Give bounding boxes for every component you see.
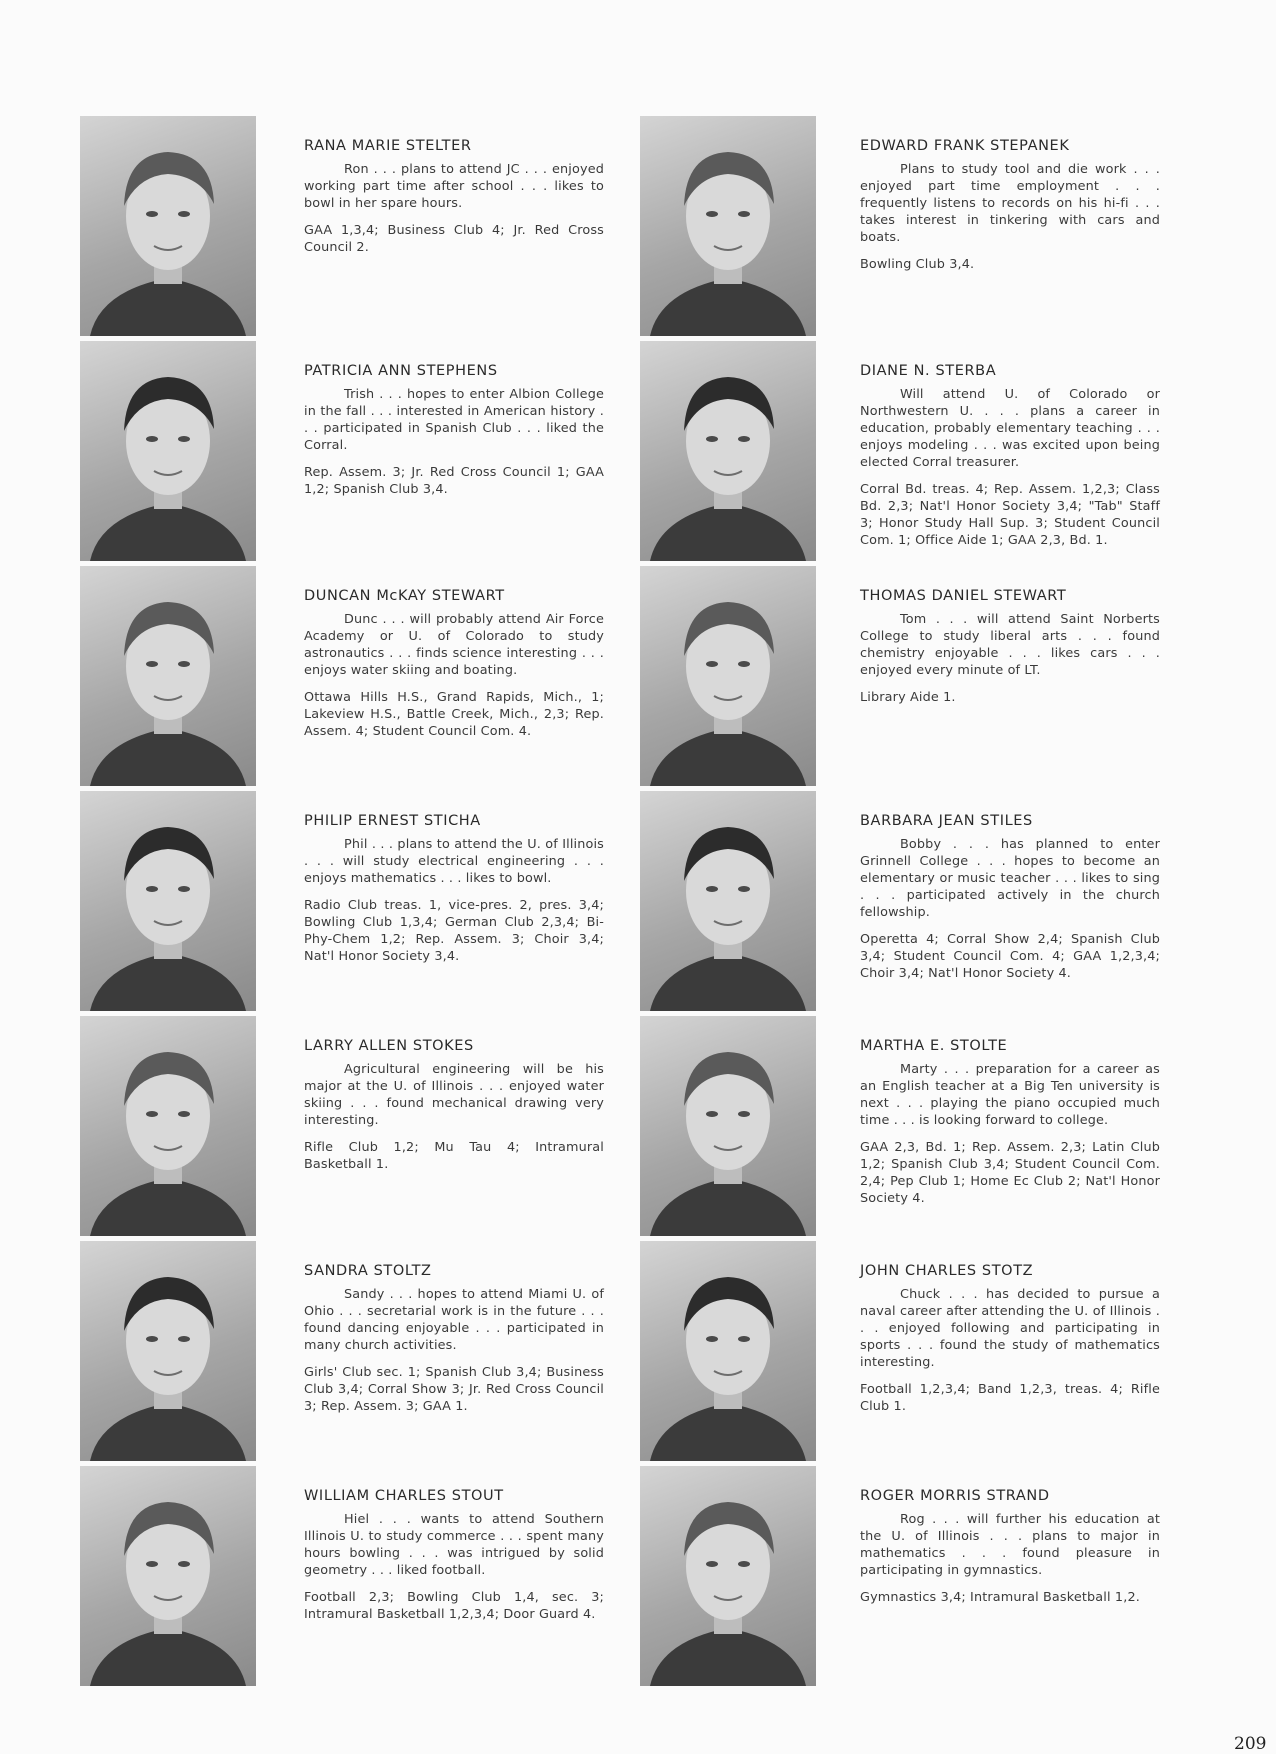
student-description: Agricultural engineering will be his major at the U. of Illinois . . . enjoyed water skiing . . . found mechanical drawing very interesting. [304, 1062, 604, 1128]
student-portrait [640, 1016, 816, 1236]
student-bio [304, 363, 604, 498]
student-portrait [640, 1466, 816, 1686]
student-portrait [80, 791, 256, 1011]
student-description: Dunc . . . will probably attend Air Force Academy or U. of Colorado to study astronautics . . . finds science interesting . . . enjoys water skiing and boating. [304, 612, 604, 678]
student-bio [304, 813, 604, 965]
student-bio [860, 1488, 1160, 1606]
student-name: THOMAS DANIEL STEWART [860, 588, 1067, 604]
student-description: Rog . . . will further his education at the U. of Illinois . . . plans to major in mathematics . . . found pleasure in participating in gymnastics. [860, 1512, 1160, 1578]
student-activities: Corral Bd. treas. 4; Rep. Assem. 1,2,3; Class Bd. 2,3; Nat'l Honor Society 3,4; "Tab" Staff 3; Honor Study Hall Sup. 3; Student Council Com. 1; Office Aide 1; GAA 2,3, Bd. 1. [860, 482, 1160, 548]
student-name: BARBARA JEAN STILES [860, 813, 1033, 829]
student-activities: Radio Club treas. 1, vice-pres. 2, pres. 3,4; Bowling Club 1,3,4; German Club 2,3,4; Bi-Phy-Chem 1,2; Rep. Assem. 3; Choir 3,4; Nat'l Honor Society 3,4. [304, 898, 604, 964]
student-description: Chuck . . . has decided to pursue a naval career after attending the U. of Illinois . . . enjoyed following and participating in sports . . . found the study of mathematics interesting. [860, 1287, 1160, 1370]
student-description: Sandy . . . hopes to attend Miami U. of Ohio . . . secretarial work is in the future . . . found dancing enjoyable . . . participated in many church activities. [304, 1287, 604, 1353]
student-activities: Girls' Club sec. 1; Spanish Club 3,4; Business Club 3,4; Corral Show 3; Jr. Red Cross Council 3; Rep. Assem. 3; GAA 1. [304, 1365, 604, 1414]
student-portrait [80, 566, 256, 786]
student-description: Marty . . . preparation for a career as an English teacher at a Big Ten university is next . . . playing the piano occupied much time . . . is looking forward to college. [860, 1062, 1160, 1128]
student-bio [860, 1038, 1160, 1207]
student-activities: Bowling Club 3,4. [860, 257, 975, 272]
student-activities: Football 2,3; Bowling Club 1,4, sec. 3; Intramural Basketball 1,2,3,4; Door Guard 4. [304, 1590, 604, 1622]
student-description: Will attend U. of Colorado or Northwestern U. . . . plans a career in education, probably elementary teaching . . . enjoys modeling . . . was excited upon being elected Corral treasurer. [860, 387, 1160, 470]
student-activities: Operetta 4; Corral Show 2,4; Spanish Club 3,4; Student Council Com. 4; GAA 1,2,3,4; Choir 3,4; Nat'l Honor Society 4. [860, 932, 1160, 981]
student-activities: Rep. Assem. 3; Jr. Red Cross Council 1; GAA 1,2; Spanish Club 3,4. [304, 465, 604, 497]
student-bio [304, 138, 604, 256]
student-portrait [80, 341, 256, 561]
student-name: LARRY ALLEN STOKES [304, 1038, 474, 1054]
student-portrait [80, 1241, 256, 1461]
student-description: Phil . . . plans to attend the U. of Illinois . . . will study electrical engineering . . . enjoys mathematics . . . likes to bowl. [304, 837, 604, 886]
student-name: SANDRA STOLTZ [304, 1263, 432, 1279]
student-portrait [640, 566, 816, 786]
student-description: Trish . . . hopes to enter Albion College in the fall . . . interested in American history . . . participated in Spanish Club . . . liked the Corral. [304, 387, 604, 453]
student-activities: Library Aide 1. [860, 690, 956, 705]
student-description: Hiel . . . wants to attend Southern Illinois U. to study commerce . . . spent many hours bowling . . . was intrigued by solid geometry . . . liked football. [304, 1512, 604, 1578]
student-activities: Gymnastics 3,4; Intramural Basketball 1,2. [860, 1590, 1140, 1605]
student-portrait [80, 1016, 256, 1236]
student-name: ROGER MORRIS STRAND [860, 1488, 1050, 1504]
student-portrait [640, 1241, 816, 1461]
student-bio [860, 138, 1160, 273]
student-description: Bobby . . . has planned to enter Grinnell College . . . hopes to become an elementary or music teacher . . . likes to sing . . . participated actively in the church fellowship. [860, 837, 1160, 920]
student-name: EDWARD FRANK STEPANEK [860, 138, 1070, 154]
student-name: DUNCAN McKAY STEWART [304, 588, 505, 604]
student-bio [304, 1488, 604, 1623]
student-bio [304, 1038, 604, 1173]
student-portrait [80, 116, 256, 336]
student-bio [860, 1263, 1160, 1415]
student-name: WILLIAM CHARLES STOUT [304, 1488, 504, 1504]
student-bio [860, 813, 1160, 982]
student-bio [860, 363, 1160, 549]
student-activities: Rifle Club 1,2; Mu Tau 4; Intramural Basketball 1. [304, 1140, 604, 1172]
student-activities: Football 1,2,3,4; Band 1,2,3, treas. 4; Rifle Club 1. [860, 1382, 1160, 1414]
student-portrait [640, 341, 816, 561]
student-description: Ron . . . plans to attend JC . . . enjoyed working part time after school . . . likes to bowl in her spare hours. [304, 162, 604, 211]
student-bio [304, 588, 604, 740]
student-name: MARTHA E. STOLTE [860, 1038, 1008, 1054]
student-name: JOHN CHARLES STOTZ [860, 1263, 1034, 1279]
student-name: PATRICIA ANN STEPHENS [304, 363, 498, 379]
student-name: RANA MARIE STELTER [304, 138, 472, 154]
student-name: DIANE N. STERBA [860, 363, 997, 379]
student-bio [304, 1263, 604, 1415]
student-description: Plans to study tool and die work . . . enjoyed part time employment . . . frequently listens to records on his hi-fi . . . takes interest in tinkering with cars and boats. [860, 162, 1160, 245]
student-portrait [640, 116, 816, 336]
student-description: Tom . . . will attend Saint Norberts College to study liberal arts . . . found chemistry enjoyable . . . likes cars . . . enjoyed every minute of LT. [860, 612, 1160, 678]
student-name: PHILIP ERNEST STICHA [304, 813, 481, 829]
student-bio [860, 588, 1160, 706]
page-number: 209 [1234, 1734, 1267, 1754]
student-portrait [640, 791, 816, 1011]
student-activities: GAA 2,3, Bd. 1; Rep. Assem. 2,3; Latin Club 1,2; Spanish Club 3,4; Student Council Com. 2,4; Pep Club 1; Home Ec Club 2; Nat'l Honor Society 4. [860, 1140, 1160, 1206]
student-activities: Ottawa Hills H.S., Grand Rapids, Mich., 1; Lakeview H.S., Battle Creek, Mich., 2,3; Rep. Assem. 4; Student Council Com. 4. [304, 690, 604, 739]
student-activities: GAA 1,3,4; Business Club 4; Jr. Red Cross Council 2. [304, 223, 604, 255]
student-portrait [80, 1466, 256, 1686]
